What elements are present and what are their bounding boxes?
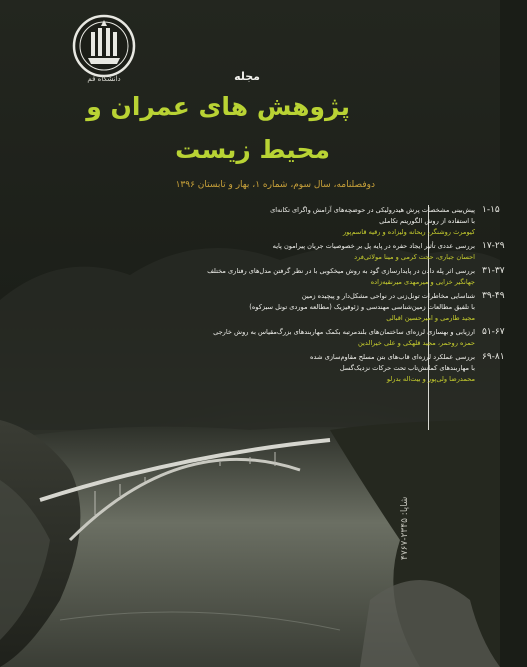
issn-label: شاپا: ۲۳۴۵-۴۷۶۷ [400,496,410,560]
article-authors: محمدرضا ولی‌پور و بیت‌اله بدرلو [386,375,475,383]
university-logo [70,12,138,100]
toc-entry [165,241,505,263]
toc-entry [165,205,500,238]
page-range: ۱۷-۲۹ [482,241,505,251]
page-range: ۶۹-۸۱ [482,352,505,362]
toc-entry [165,327,505,349]
page-range: ۵۱-۶۷ [482,327,505,337]
article-authors: جهانگیر خزایی و میرمهدی میرنقیه‌زاده [370,278,475,286]
article-authors: حمزه روحمر، مجید قلهکی و علی خیرالدین [358,339,475,347]
article-authors: احسان جباری، حجت کرمی و مینا مولائی‌فرد [354,253,475,261]
toc-entry [165,352,505,385]
page-range: ۳۹-۴۹ [482,291,505,301]
journal-title-line-1: پژوهش های عمران و [86,92,350,121]
issue-info: دوفصلنامه، سال سوم، شماره ۱، بهار و تابستان ۱۳۹۶ [175,180,375,190]
article-title: پیش‌بینی مشخصات پرش هیدرولیکی در حوضچه‌های آرامش واگرای تکانه‌ای [270,206,475,214]
article-authors: مجید طارمی و امیرحسین اقبالی [386,314,475,322]
article-title: بررسی اثر پله دادن در پایدارسازی گود به روش میخکوبی با در نظر گرفتن مدل‌های رفتاری مختلف [207,267,475,275]
page-range: ۳۱-۳۷ [482,266,505,276]
toc-entry [165,291,505,324]
article-title: بررسی عملکرد لرزه‌ای قاب‌های بتن مسلح مقاوم‌سازی شده [310,353,475,361]
article-title: با مهاربندهای کمانش‌تاب تحت حرکات نزدیک‌گسل [339,364,475,372]
article-authors: کیومرث روشنگر، ریحانه ولیزاده و رقیه قاسم‌پور [342,228,475,236]
article-title: بررسی عددی تأثیر ایجاد حفره در پایه پل بر خصوصیات جریان پیرامون پایه [272,242,475,250]
article-title: ارزیابی و بهسازی لرزه‌ای ساختمان‌های بلندمرتبه بکمک مهاربندهای بزرگ‌مقیاس به روش خارجی [213,328,475,336]
magazine-label: مجله [234,70,260,83]
toc-entry [165,266,505,288]
article-title: با استفاده از روش الگوریتم تکاملی [379,217,475,225]
article-title: شناسایی مخاطرات تونل‌زنی در نواحی مشکل‌دار و پیچیده زمین [301,292,475,300]
article-title: با تلفیق مطالعات زمین‌شناسی مهندسی و ژئوفیزیک (مطالعه موردی تونل سبزکوه) [249,303,475,311]
journal-title-line-2: محیط زیست [175,135,330,164]
table-of-contents [165,205,505,388]
logo-caption: دانشگاه قم [87,75,121,83]
page-range: ۱-۱۵ [482,205,500,215]
